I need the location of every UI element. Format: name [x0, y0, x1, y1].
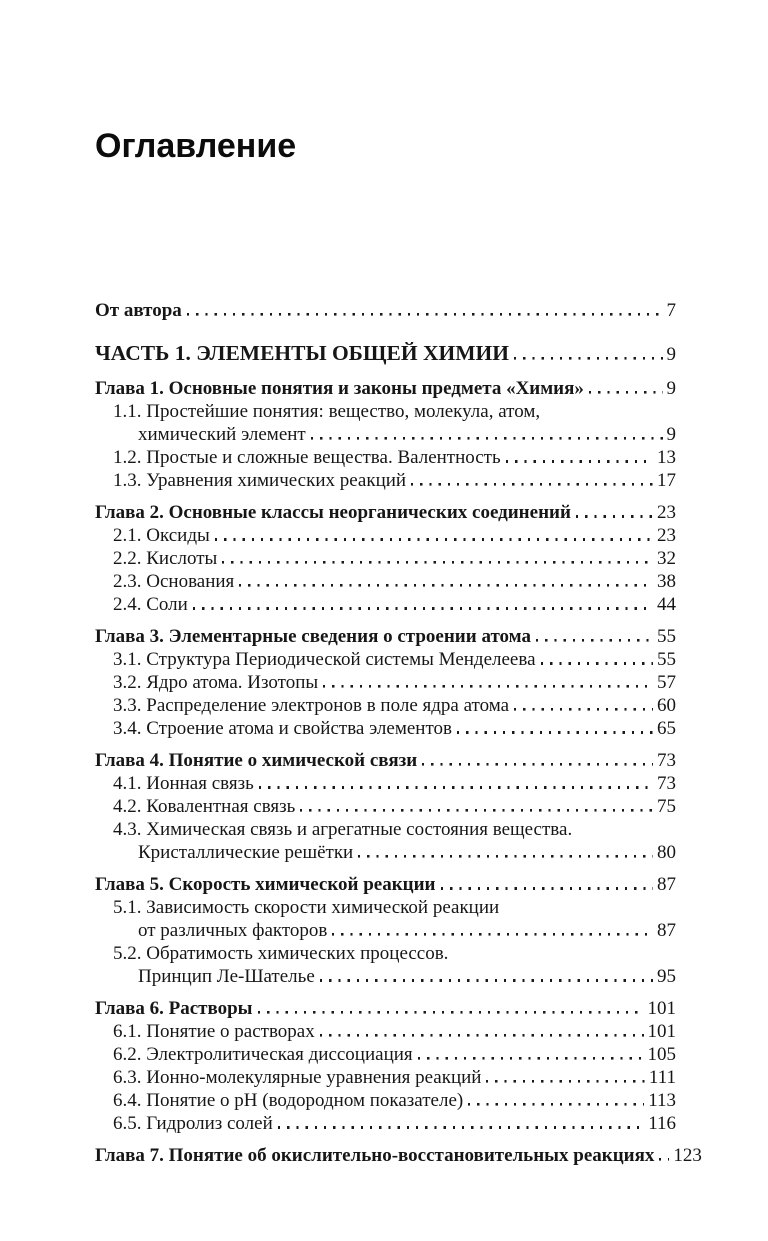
toc-entry-label: 6.1. Понятие о растворах: [113, 1021, 315, 1042]
toc-entry-label: ЧАСТЬ 1. ЭЛЕМЕНТЫ ОБЩЕЙ ХИМИИ: [95, 341, 509, 365]
toc-row: [95, 873, 676, 896]
dot-leader: [659, 1158, 669, 1161]
toc-entry-page-number: 65: [657, 718, 676, 739]
toc-entry-label: 6.3. Ионно-молекулярные уравнения реакций: [113, 1067, 482, 1088]
toc-entry-label: 3.2. Ядро атома. Изотопы: [113, 672, 319, 693]
dot-leader: [541, 662, 653, 665]
toc-row: [95, 694, 676, 717]
dot-leader: [589, 391, 663, 394]
dot-leader: [514, 357, 663, 360]
dot-leader: [514, 708, 653, 711]
dot-leader: [278, 1126, 644, 1129]
toc-row: [95, 625, 676, 648]
toc-entry-label: 5.2. Обратимость химических процессов.: [113, 943, 449, 964]
toc-entry-page-number: 123: [673, 1145, 702, 1166]
toc-entry-page-number: 105: [647, 1044, 676, 1065]
toc-row: [95, 1020, 676, 1043]
toc-row: [95, 717, 676, 740]
toc-entry-label: Глава 1. Основные понятия и законы предмета «Химия»: [95, 378, 584, 399]
toc-entry-page-number: 95: [657, 966, 676, 987]
toc-entry-label: 1.2. Простые и сложные вещества. Валентность: [113, 447, 501, 468]
toc-row: [95, 446, 676, 469]
toc-row: [95, 547, 676, 570]
toc-row: [95, 1043, 676, 1066]
toc-entry-page-number: 101: [647, 998, 676, 1019]
toc-entry-label: 6.4. Понятие о pH (водородном показателе): [113, 1090, 464, 1111]
toc-entry-label: Глава 6. Растворы: [95, 998, 253, 1019]
toc-entry-label: 6.5. Гидролиз солей: [113, 1113, 273, 1134]
dot-leader: [457, 731, 653, 734]
toc-row: [95, 1066, 676, 1089]
toc-entry-label: 6.2. Электролитическая диссоциация: [113, 1044, 413, 1065]
toc-entry-label: 4.3. Химическая связь и агрегатные состояния вещества.: [113, 819, 573, 840]
toc-row: [95, 1144, 702, 1167]
dot-leader: [332, 933, 653, 936]
toc-entry-label: 3.1. Структура Периодической системы Менделеева: [113, 649, 536, 670]
dot-leader: [468, 1103, 644, 1106]
dot-leader: [358, 855, 653, 858]
toc-entry-label: 1.1. Простейшие понятия: вещество, молекула, атом,: [113, 401, 541, 422]
dot-leader: [187, 313, 663, 316]
toc-entry-page-number: 9: [666, 344, 676, 365]
toc-entry-page-number: 75: [657, 796, 676, 817]
dot-leader: [215, 538, 653, 541]
toc-row: [95, 1089, 676, 1112]
toc-row: [95, 423, 676, 446]
toc-row: [95, 965, 676, 988]
toc-entry-page-number: 60: [657, 695, 676, 716]
toc-row: [95, 593, 676, 616]
dot-leader: [259, 786, 653, 789]
toc-row: [95, 648, 676, 671]
toc-row: [95, 841, 676, 864]
toc-entry-page-number: 23: [657, 502, 676, 523]
toc-entry-label: от различных факторов: [138, 920, 328, 941]
toc-entry-page-number: 17: [657, 470, 676, 491]
toc-entry-label: Кристаллические решётки: [138, 842, 354, 863]
toc-entry-label: Глава 4. Понятие о химической связи: [95, 750, 418, 771]
dot-leader: [422, 763, 653, 766]
toc-row: [95, 377, 676, 400]
dot-leader: [239, 584, 653, 587]
toc-entry-page-number: 55: [657, 649, 676, 670]
dot-leader: [311, 437, 663, 440]
dot-leader: [418, 1057, 644, 1060]
toc-entry-label: 4.1. Ионная связь: [113, 773, 254, 794]
toc-entry-page-number: 9: [666, 424, 676, 445]
toc-row: [95, 1112, 676, 1135]
toc-entry-label: Глава 7. Понятие об окислительно-восстановительных реакциях: [95, 1145, 655, 1166]
toc-row: [95, 942, 676, 965]
toc-entry-page-number: 38: [657, 571, 676, 592]
toc-entry-page-number: 73: [657, 750, 676, 771]
toc-row: [95, 749, 676, 772]
toc-entry-page-number: 87: [657, 920, 676, 941]
toc-row: [95, 671, 676, 694]
dot-leader: [258, 1011, 644, 1014]
toc-row: [95, 524, 676, 547]
dot-leader: [320, 1034, 644, 1037]
toc-row: [95, 997, 676, 1020]
dot-leader: [506, 460, 653, 463]
toc-entry-label: Глава 3. Элементарные сведения о строении атома: [95, 626, 531, 647]
dot-leader: [441, 887, 654, 890]
toc-entry-page-number: 44: [657, 594, 676, 615]
toc-entry-label: Глава 2. Основные классы неорганических соединений: [95, 502, 571, 523]
toc-row: [95, 501, 676, 524]
toc-entry-page-number: 32: [657, 548, 676, 569]
toc-row: [95, 469, 676, 492]
toc-entry-page-number: 7: [666, 300, 676, 321]
toc-entry-page-number: 23: [657, 525, 676, 546]
toc-entry-page-number: 80: [657, 842, 676, 863]
toc-entry-label: 2.1. Оксиды: [113, 525, 210, 546]
toc-entry-label: От автора: [95, 300, 182, 321]
toc-entry-label: 4.2. Ковалентная связь: [113, 796, 296, 817]
toc-entry-page-number: 116: [648, 1113, 676, 1134]
toc-entry-label: 2.4. Соли: [113, 594, 188, 615]
dot-leader: [222, 561, 653, 564]
dot-leader: [320, 979, 653, 982]
toc-entry-label: 5.1. Зависимость скорости химической реакции: [113, 897, 500, 918]
dot-leader: [576, 515, 653, 518]
dot-leader: [486, 1080, 644, 1083]
toc-list: [95, 299, 702, 1167]
page-title: Оглавление: [95, 127, 297, 165]
toc-entry-label: 2.3. Основания: [113, 571, 235, 592]
toc-entry-label: 2.2. Кислоты: [113, 548, 218, 569]
toc-entry-page-number: 87: [657, 874, 676, 895]
toc-entry-page-number: 113: [648, 1090, 676, 1111]
toc-row: [95, 919, 676, 942]
toc-row: [95, 570, 676, 593]
toc-entry-label: Глава 5. Скорость химической реакции: [95, 874, 436, 895]
toc-entry-label: 3.4. Строение атома и свойства элементов: [113, 718, 452, 739]
toc-entry-page-number: 9: [666, 378, 676, 399]
toc-entry-page-number: 55: [657, 626, 676, 647]
toc-entry-label: 1.3. Уравнения химических реакций: [113, 470, 407, 491]
dot-leader: [300, 809, 653, 812]
dot-leader: [193, 607, 653, 610]
toc-entry-page-number: 111: [648, 1067, 676, 1088]
toc-entry-label: 3.3. Распределение электронов в поле ядра атома: [113, 695, 510, 716]
toc-entry-label: химический элемент: [138, 424, 306, 445]
dot-leader: [411, 483, 653, 486]
toc-row: [95, 299, 676, 322]
toc-row: [95, 400, 676, 423]
toc-entry-label: Принцип Ле-Шателье: [138, 966, 315, 987]
toc-row: [95, 818, 676, 841]
toc-entry-page-number: 73: [657, 773, 676, 794]
toc-row: [95, 340, 676, 368]
toc-row: [95, 795, 676, 818]
toc-entry-page-number: 101: [647, 1021, 676, 1042]
toc-entry-page-number: 13: [657, 447, 676, 468]
toc-row: [95, 896, 676, 919]
toc-entry-page-number: 57: [657, 672, 676, 693]
toc-row: [95, 772, 676, 795]
dot-leader: [323, 685, 653, 688]
dot-leader: [536, 639, 653, 642]
